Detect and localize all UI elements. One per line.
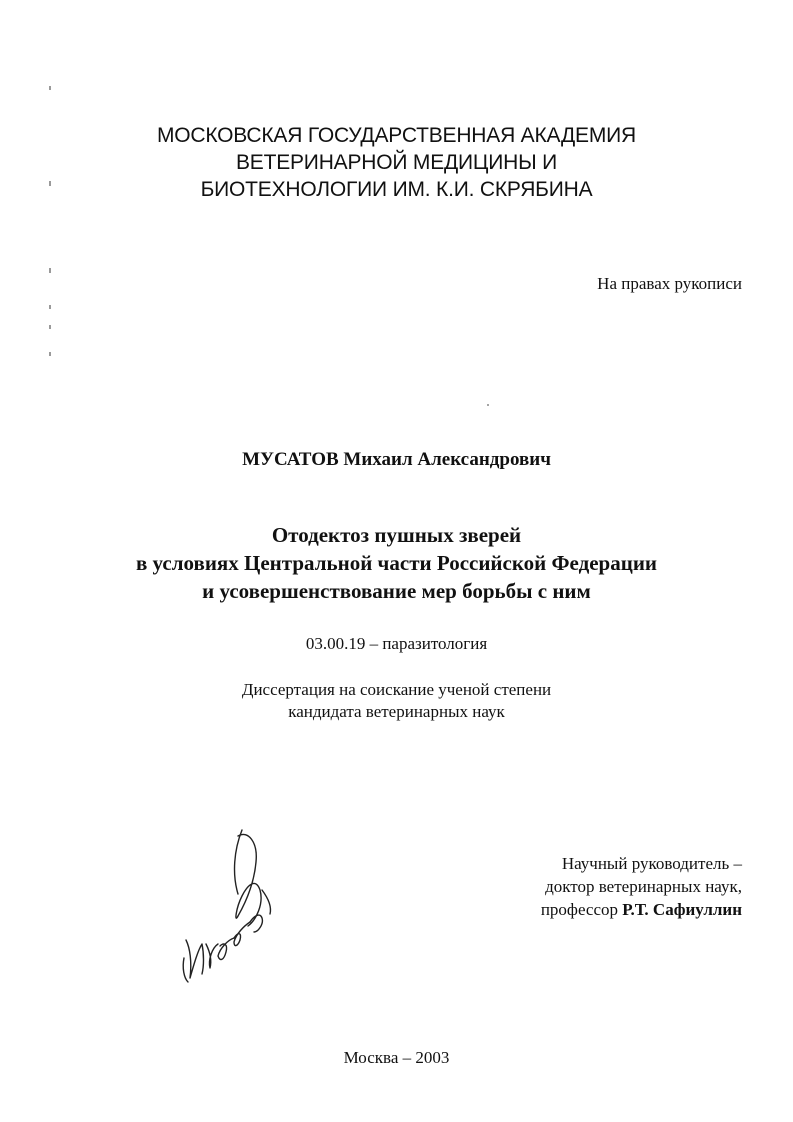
supervisor-name: Р.Т. Сафиуллин [622,900,742,919]
degree-statement [0,679,793,723]
institution-name [0,122,793,203]
rights-note: На правах рукописи [597,274,742,293]
title-line: Отодектоз пушных зверей [271,523,522,547]
supervisor-title-line [541,898,742,921]
scan-mark [49,305,51,309]
institution-line: БИОТЕХНОЛОГИИ ИМ. К.И. СКРЯБИНА [200,178,593,201]
supervisor-role: Научный руководитель – [561,854,742,873]
title-line: в условиях Центральной части Российской Федерации [135,551,658,575]
specialty-code: 03.00.19 – паразитология [305,634,488,653]
supervisor-degree: доктор ветеринарных наук, [545,877,742,896]
institution-line: ВЕТЕРИНАРНОЙ МЕДИЦИНЫ И [235,151,558,174]
scan-speck [487,404,489,406]
degree-line: Диссертация на соискание ученой степени [241,680,552,699]
institution-line: МОСКОВСКАЯ ГОСУДАРСТВЕННАЯ АКАДЕМИЯ [156,124,636,147]
supervisor-title: профессор [540,900,619,919]
scan-mark [49,86,51,90]
author-name: МУСАТОВ Михаил Александрович [242,449,551,470]
dissertation-title [0,521,793,605]
scan-mark [49,325,51,329]
author-signature [176,828,281,988]
scientific-supervisor [541,852,742,921]
title-line: и усовершенствование мер борьбы с ним [202,579,591,603]
city-year: Москва – 2003 [343,1048,450,1067]
degree-line: кандидата ветеринарных наук [288,702,505,721]
scan-mark [49,352,51,356]
scan-mark [49,268,51,273]
